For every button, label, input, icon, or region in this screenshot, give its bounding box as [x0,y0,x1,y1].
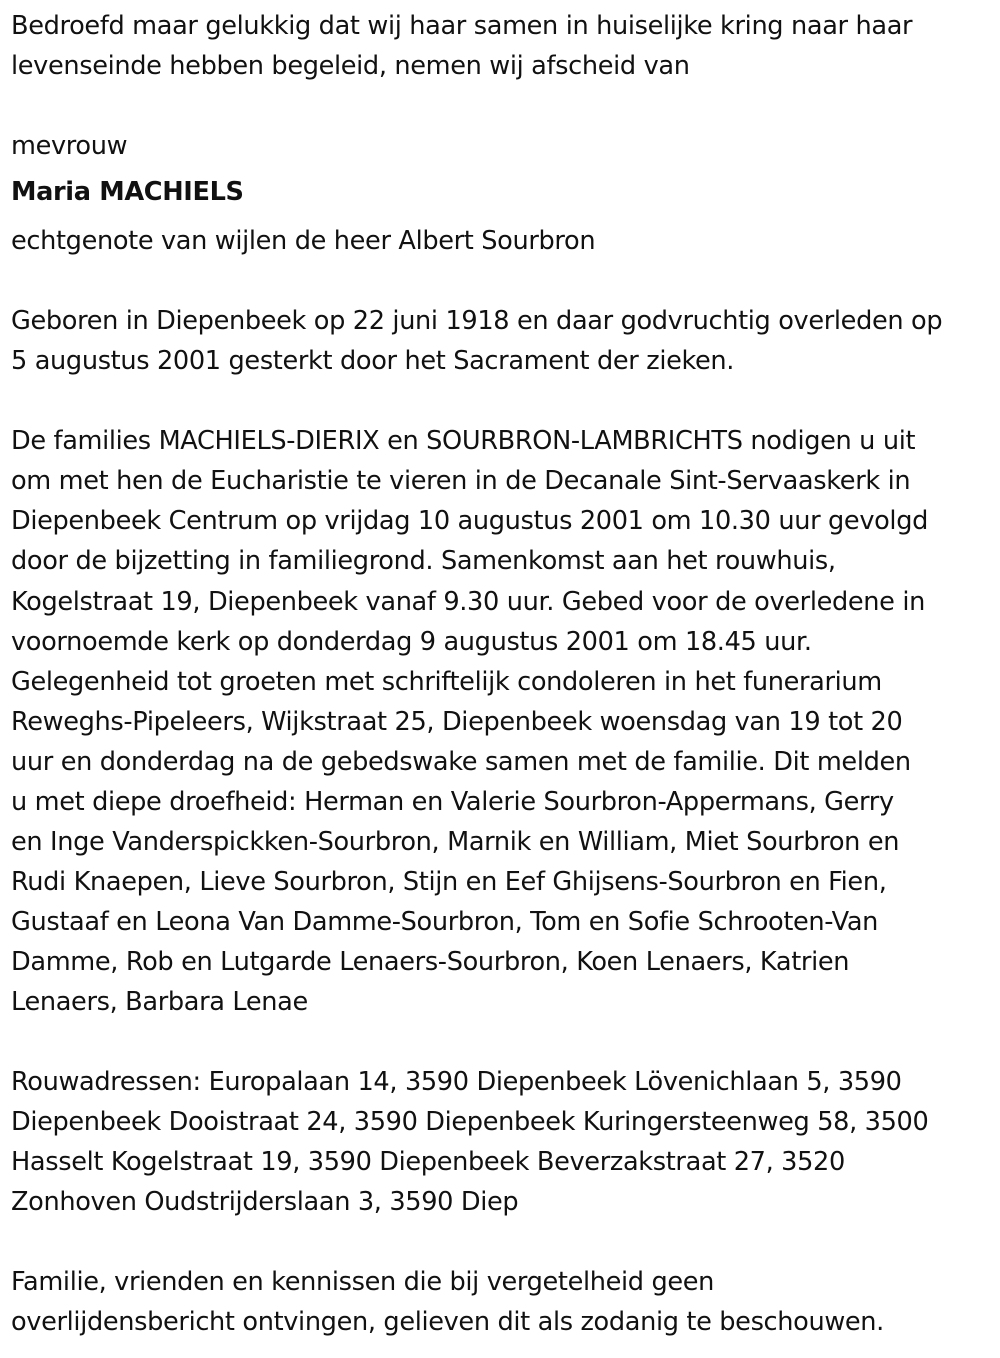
spacer [11,261,1000,301]
intro-paragraph: Bedroefd maar gelukkig dat wij haar samen in huiselijke kring naar haar levenseinde hebben begeleid, nemen wij afscheid van [11,11,913,82]
spouse-line: echtgenote van wijlen de heer Albert Sourbron [11,226,596,257]
spacer [11,1222,1000,1262]
invitation-paragraph: De families MACHIELS-DIERIX en SOURBRON-LAMBRICHTS nodigen u uit om met hen de Eucharistie te vieren in de Decanale Sint-Servaaskerk in Diepenbeek Centrum op vrijdag 10 augustus 2001 om 10.30 uur gevolgd door de bijzetting in familiegrond. Samenkomst aan het rouwhuis, Kogelstraat 19, Diepenbeek vanaf 9.30 uur. Gebed voor de overledene in voornoemde kerk op donderdag 9 augustus 2001 om 18.45 uur. Gelegenheid tot groeten met schriftelijk condoleren in het funerarium Reweghs-Pipeleers, Wijkstraat 25, Diepenbeek woensdag van 19 tot 20 uur en donderdag na de gebedswake samen met de familie. Dit melden u met diepe droefheid: Herman en Valerie Sourbron-Appermans, Gerry en Inge Vanderspickken-Sourbron, Marnik en William, Miet Sourbron en Rudi Knaepen, Lieve Sourbron, Stijn en Eef Ghijsens-Sourbron en Fien, Gustaaf en Leona Van Damme-Sourbron, Tom en Sofie Schrooten-Van Damme, Rob en Lutgarde Lenaers-Sourbron, Koen Lenaers, Katrien Lenaers, Barbara Lenae [11,426,928,1017]
spacer [11,381,1000,421]
spacer [11,1022,1000,1062]
deceased-name: Maria MACHIELS [11,177,244,208]
birth-death-paragraph: Geboren in Diepenbeek op 22 juni 1918 en daar godvruchtig overleden op 5 augustus 2001 gesterkt door het Sacrament der zieken. [11,306,943,377]
spacer [11,86,1000,126]
honorific: mevrouw [11,131,128,162]
mourning-addresses: Rouwadressen: Europalaan 14, 3590 Diepenbeek Lövenichlaan 5, 3590 Diepenbeek Dooistraat 24, 3590 Diepenbeek Kuringersteenweg 58, 3500 Hasselt Kogelstraat 19, 3590 Diepenbeek Beverzakstraat 27, 3520 Zonhoven Oudstrijderslaan 3, 3590 Diep [11,1067,929,1218]
closing-paragraph: Familie, vrienden en kennissen die bij vergetelheid geen overlijdensbericht ontvingen, gelieven dit als zodanig te beschouwen. [11,1267,884,1338]
